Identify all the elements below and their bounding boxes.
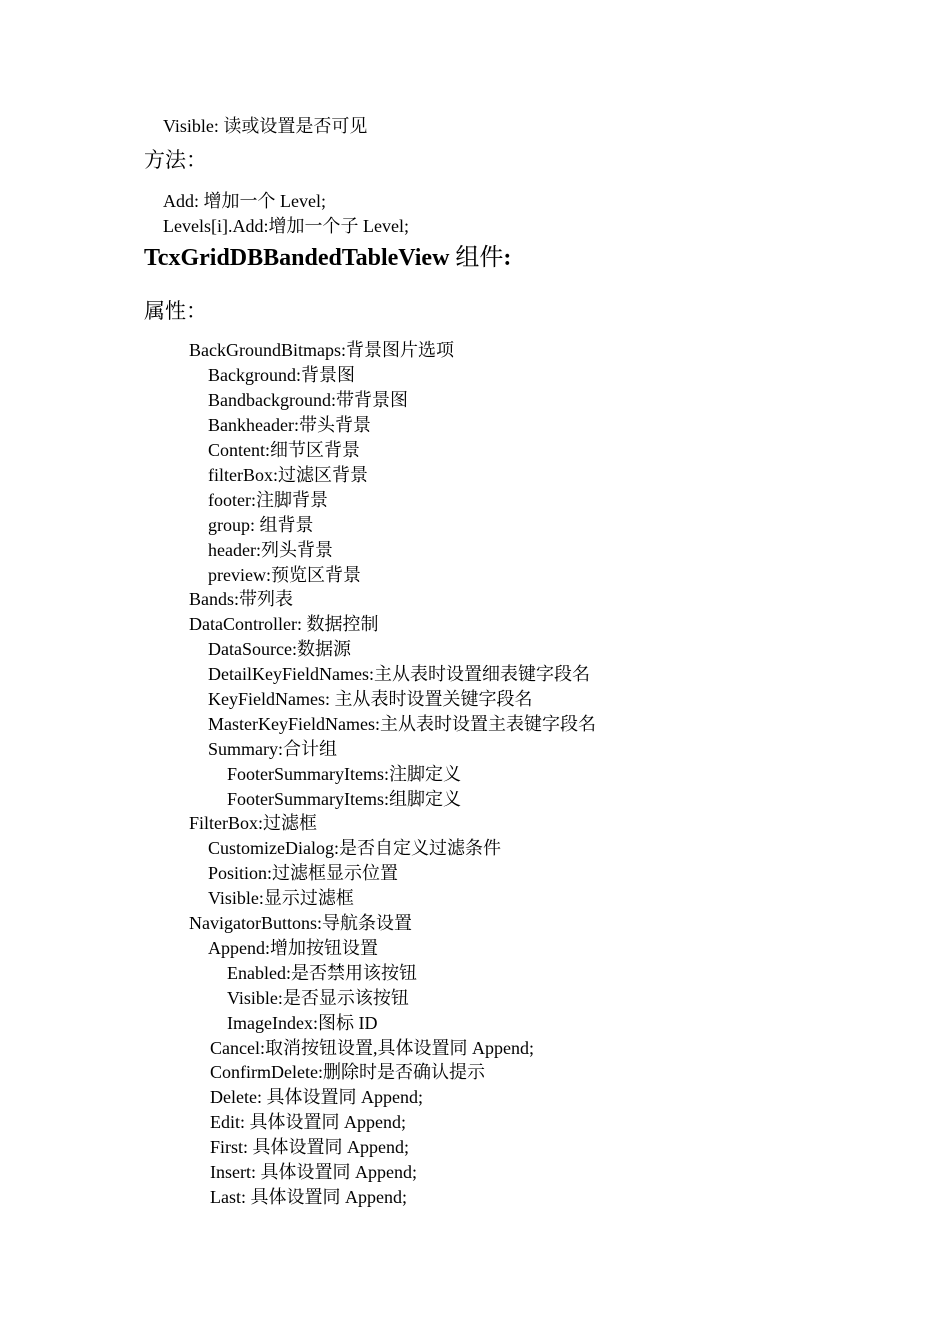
property-line: Bands:带列表 (189, 589, 294, 609)
property-line: Visible:是否显示该按钮 (227, 988, 409, 1008)
property-line: Content:细节区背景 (208, 440, 360, 460)
property-line: DetailKeyFieldNames:主从表时设置细表键字段名 (208, 664, 590, 684)
property-line: preview:预览区背景 (208, 565, 361, 585)
property-line: FooterSummaryItems:注脚定义 (227, 764, 461, 784)
property-line: MasterKeyFieldNames:主从表时设置主表键字段名 (208, 714, 596, 734)
visible-property-line: Visible: 读或设置是否可见 (163, 116, 368, 136)
property-line: FooterSummaryItems:组脚定义 (227, 789, 461, 809)
property-line: group: 组背景 (208, 515, 314, 535)
property-line: KeyFieldNames: 主从表时设置关键字段名 (208, 689, 533, 709)
property-line: Last: 具体设置同 Append; (210, 1187, 407, 1207)
property-line: NavigatorButtons:导航条设置 (189, 913, 412, 933)
component-name: TcxGridDBBandedTableView (144, 245, 450, 271)
property-line: ConfirmDelete:删除时是否确认提示 (210, 1062, 485, 1082)
property-line: Background:背景图 (208, 365, 355, 385)
property-line: Bandbackground:带背景图 (208, 390, 408, 410)
component-title (144, 243, 511, 273)
property-line: DataController: 数据控制 (189, 614, 379, 634)
property-line: CustomizeDialog:是否自定义过滤条件 (208, 838, 501, 858)
property-line: Summary:合计组 (208, 739, 337, 759)
property-line: Visible:显示过滤框 (208, 888, 354, 908)
property-line: header:列头背景 (208, 540, 333, 560)
component-colon: : (503, 245, 512, 271)
property-line: Delete: 具体设置同 Append; (210, 1087, 423, 1107)
method-add-line: Add: 增加一个 Level; (163, 191, 326, 211)
property-line: Append:增加按钮设置 (208, 938, 378, 958)
property-line: ImageIndex:图标 ID (227, 1013, 378, 1033)
property-line: Enabled:是否禁用该按钮 (227, 963, 417, 983)
property-line: Insert: 具体设置同 Append; (210, 1162, 417, 1182)
component-suffix: 组件 (449, 245, 504, 271)
property-line: Edit: 具体设置同 Append; (210, 1112, 406, 1132)
property-line: Position:过滤框显示位置 (208, 863, 399, 883)
property-line: FilterBox:过滤框 (189, 813, 318, 833)
property-line: footer:注脚背景 (208, 490, 328, 510)
property-line: Cancel:取消按钮设置,具体设置同 Append; (210, 1038, 534, 1058)
method-levels-add-line: Levels[i].Add:增加一个子 Level; (163, 216, 409, 236)
property-line: First: 具体设置同 Append; (210, 1137, 410, 1157)
property-line: Bankheader:带头背景 (208, 415, 371, 435)
property-line: BackGroundBitmaps:背景图片选项 (189, 340, 454, 360)
property-line: DataSource:数据源 (208, 639, 351, 659)
properties-heading: 属性： (144, 299, 207, 323)
methods-heading: 方法： (144, 148, 207, 172)
property-line: filterBox:过滤区背景 (208, 465, 368, 485)
